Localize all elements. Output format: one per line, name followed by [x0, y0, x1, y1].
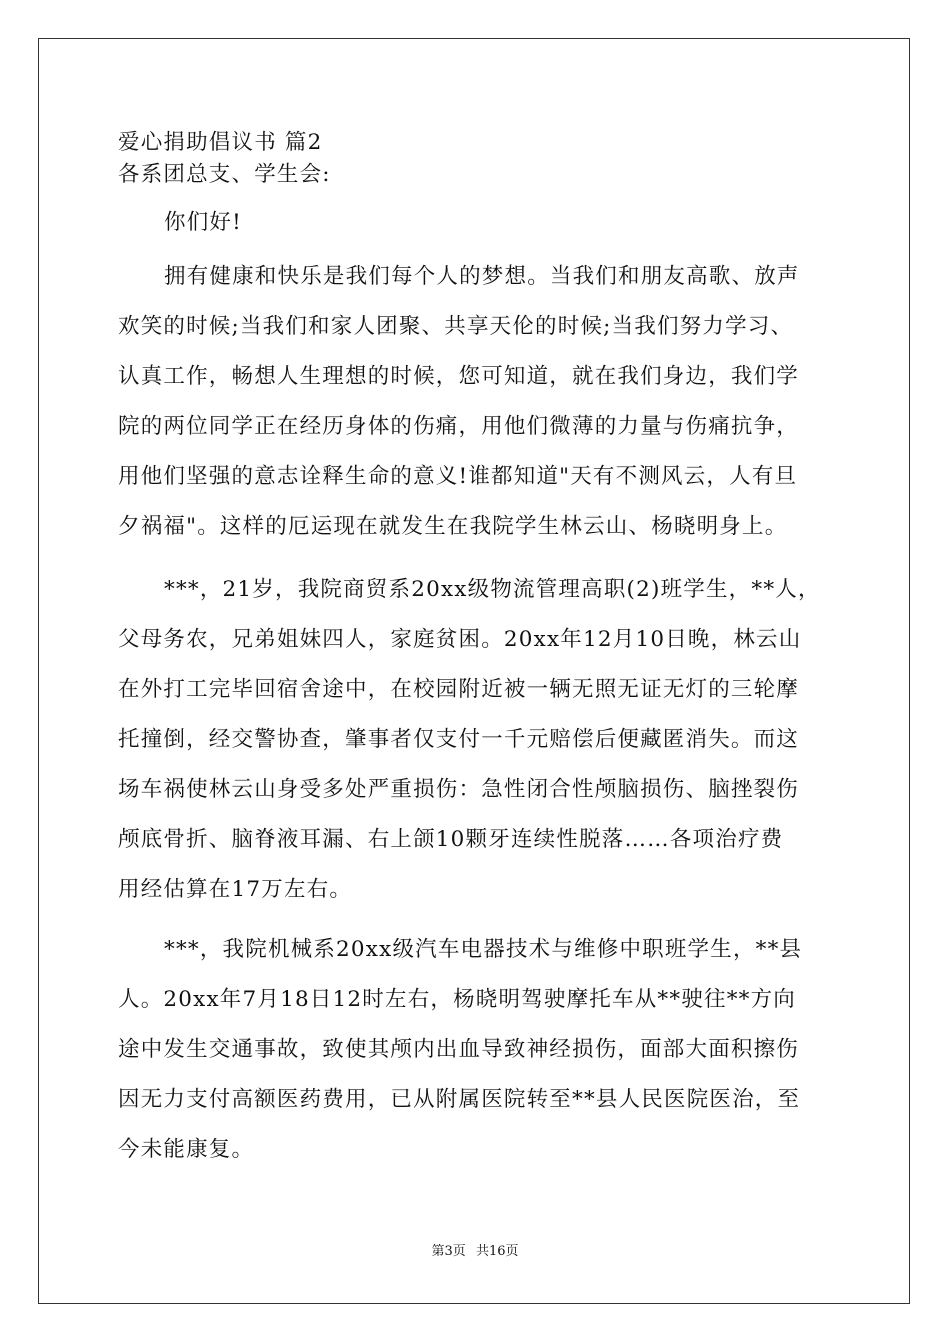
salutation: 各系团总支、学生会:: [118, 162, 331, 187]
text-line: 院的两位同学正在经历身体的伤痛，用他们微薄的力量与伤痛抗争，: [118, 414, 800, 439]
page-total: 共16页: [475, 1244, 519, 1259]
text-line: 拥有健康和快乐是我们每个人的梦想。当我们和朋友高歌、放声: [164, 264, 800, 289]
text-line: ***，21岁，我院商贸系20xx级物流管理高职(2)班学生，**人，: [164, 577, 821, 602]
text-line: 认真工作，畅想人生理想的时候，您可知道，就在我们身边，我们学: [118, 364, 800, 389]
text-line: 托撞倒，经交警协查，肇事者仅支付一千元赔偿后便藏匿消失。而这: [118, 727, 800, 752]
greeting: 你们好!: [164, 210, 242, 235]
text-line: 人。20xx年7月18日12时左右，杨晓明驾驶摩托车从**驶往**方向: [118, 987, 797, 1012]
text-line: 场车祸使林云山身受多处严重损伤：急性闭合性颅脑损伤、脑挫裂伤: [118, 777, 800, 802]
text-line: 颅底骨折、脑脊液耳漏、右上颌10颗牙连续性脱落……各项治疗费: [118, 827, 784, 852]
text-line: ***，我院机械系20xx级汽车电器技术与维修中职班学生，**县: [164, 937, 803, 962]
page-footer: [0, 1243, 950, 1261]
text-line: 因无力支付高额医药费用，已从附属医院转至**县人民医院医治，至: [118, 1087, 801, 1112]
document-title: 爱心捐助倡议书 篇2: [118, 130, 323, 155]
text-line: 今未能康复。: [118, 1137, 255, 1162]
text-line: 在外打工完毕回宿舍途中，在校园附近被一辆无照无证无灯的三轮摩: [118, 677, 800, 702]
text-line: 途中发生交通事故，致使其颅内出血导致神经损伤，面部大面积擦伤: [118, 1037, 800, 1062]
page-number: 第3页: [431, 1244, 466, 1259]
text-line: 夕祸福"。这样的厄运现在就发生在我院学生林云山、杨晓明身上。: [118, 514, 788, 539]
text-line: 用经估算在17万左右。: [118, 877, 353, 902]
text-line: 父母务农，兄弟姐妹四人，家庭贫困。20xx年12月10日晚，林云山: [118, 627, 802, 652]
text-line: 用他们坚强的意志诠释生命的意义!谁都知道"天有不测风云，人有旦: [118, 464, 798, 489]
text-line: 欢笑的时候;当我们和家人团聚、共享天伦的时候;当我们努力学习、: [118, 314, 794, 339]
